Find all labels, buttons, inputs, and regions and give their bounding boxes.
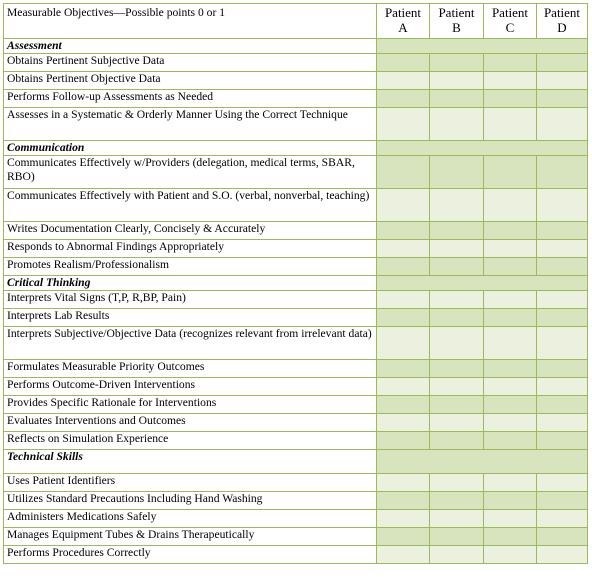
objective-label: Utilizes Standard Precautions Including Hand Washing	[4, 492, 377, 510]
objective-label: Obtains Pertinent Objective Data	[4, 72, 377, 90]
objective-row	[4, 378, 588, 396]
objective-row	[4, 108, 588, 141]
score-cell-patient-c[interactable]	[484, 222, 537, 240]
score-cell-patient-d[interactable]	[537, 378, 588, 396]
objective-row	[4, 528, 588, 546]
objective-label: Performs Procedures Correctly	[4, 546, 377, 564]
score-cell-patient-c[interactable]	[484, 510, 537, 528]
score-cell-patient-b[interactable]	[430, 72, 484, 90]
score-cell-patient-b[interactable]	[430, 156, 484, 189]
score-cell-patient-c[interactable]	[484, 54, 537, 72]
section-score-band	[377, 450, 588, 474]
score-cell-patient-c[interactable]	[484, 72, 537, 90]
patient-a-column-header: Patient A	[377, 4, 430, 39]
objective-row	[4, 240, 588, 258]
score-cell-patient-c[interactable]	[484, 432, 537, 450]
objective-label: Provides Specific Rationale for Interventions	[4, 396, 377, 414]
score-cell-patient-b[interactable]	[430, 240, 484, 258]
score-cell-patient-d[interactable]	[537, 222, 588, 240]
score-cell-patient-b[interactable]	[430, 222, 484, 240]
score-cell-patient-a[interactable]	[377, 156, 430, 189]
section-row	[4, 141, 588, 156]
score-cell-patient-c[interactable]	[484, 309, 537, 327]
objective-row	[4, 54, 588, 72]
score-cell-patient-a[interactable]	[377, 222, 430, 240]
score-cell-patient-c[interactable]	[484, 414, 537, 432]
patient-c-column-header: Patient C	[484, 4, 537, 39]
score-cell-patient-d[interactable]	[537, 54, 588, 72]
score-cell-patient-d[interactable]	[537, 90, 588, 108]
objective-row	[4, 414, 588, 432]
score-cell-patient-c[interactable]	[484, 360, 537, 378]
patient-b-column-header: Patient B	[430, 4, 484, 39]
objective-row	[4, 72, 588, 90]
objective-row	[4, 156, 588, 189]
patient-d-column-header: Patient D	[537, 4, 588, 39]
objective-row	[4, 546, 588, 564]
objective-row	[4, 360, 588, 378]
score-cell-patient-a[interactable]	[377, 360, 430, 378]
score-cell-patient-c[interactable]	[484, 156, 537, 189]
score-cell-patient-d[interactable]	[537, 309, 588, 327]
section-label: Communication	[4, 141, 377, 156]
score-cell-patient-d[interactable]	[537, 432, 588, 450]
section-score-band	[377, 141, 588, 156]
score-cell-patient-d[interactable]	[537, 510, 588, 528]
objective-row	[4, 492, 588, 510]
score-cell-patient-c[interactable]	[484, 327, 537, 360]
score-cell-patient-a[interactable]	[377, 309, 430, 327]
score-cell-patient-b[interactable]	[430, 54, 484, 72]
score-cell-patient-c[interactable]	[484, 546, 537, 564]
score-cell-patient-b[interactable]	[430, 474, 484, 492]
objective-label: Interprets Subjective/Objective Data (recognizes relevant from irrelevant data)	[4, 327, 377, 360]
objective-row	[4, 222, 588, 240]
objective-row	[4, 474, 588, 492]
score-cell-patient-a[interactable]	[377, 414, 430, 432]
score-cell-patient-b[interactable]	[430, 309, 484, 327]
objective-label: Communicates Effectively w/Providers (delegation, medical terms, SBAR, RBO)	[4, 156, 377, 189]
score-cell-patient-a[interactable]	[377, 528, 430, 546]
objective-label: Communicates Effectively with Patient and S.O. (verbal, nonverbal, teaching)	[4, 189, 377, 222]
objective-label: Uses Patient Identifiers	[4, 474, 377, 492]
header-row	[4, 4, 588, 39]
objectives-column-header: Measurable Objectives—Possible points 0 or 1	[4, 4, 377, 39]
score-cell-patient-b[interactable]	[430, 327, 484, 360]
score-cell-patient-d[interactable]	[537, 72, 588, 90]
score-cell-patient-a[interactable]	[377, 396, 430, 414]
score-cell-patient-d[interactable]	[537, 291, 588, 309]
objective-row	[4, 189, 588, 222]
score-cell-patient-b[interactable]	[430, 258, 484, 276]
score-cell-patient-c[interactable]	[484, 258, 537, 276]
objective-label: Promotes Realism/Professionalism	[4, 258, 377, 276]
score-cell-patient-d[interactable]	[537, 327, 588, 360]
score-cell-patient-b[interactable]	[430, 546, 484, 564]
score-cell-patient-c[interactable]	[484, 189, 537, 222]
score-cell-patient-c[interactable]	[484, 90, 537, 108]
score-cell-patient-b[interactable]	[430, 510, 484, 528]
section-score-band	[377, 39, 588, 54]
score-cell-patient-d[interactable]	[537, 360, 588, 378]
score-cell-patient-d[interactable]	[537, 189, 588, 222]
objective-label: Interprets Vital Signs (T,P, R,BP, Pain)	[4, 291, 377, 309]
section-row	[4, 39, 588, 54]
score-cell-patient-a[interactable]	[377, 327, 430, 360]
score-cell-patient-b[interactable]	[430, 360, 484, 378]
section-row	[4, 450, 588, 474]
objective-row	[4, 258, 588, 276]
score-cell-patient-b[interactable]	[430, 90, 484, 108]
objective-row	[4, 90, 588, 108]
score-cell-patient-b[interactable]	[430, 189, 484, 222]
objective-label: Manages Equipment Tubes & Drains Therapeutically	[4, 528, 377, 546]
score-cell-patient-d[interactable]	[537, 396, 588, 414]
score-cell-patient-d[interactable]	[537, 474, 588, 492]
objective-row	[4, 309, 588, 327]
score-cell-patient-d[interactable]	[537, 492, 588, 510]
objective-label: Performs Follow-up Assessments as Needed	[4, 90, 377, 108]
score-cell-patient-d[interactable]	[537, 258, 588, 276]
score-cell-patient-d[interactable]	[537, 108, 588, 141]
rubric-body	[4, 39, 588, 564]
objective-label: Writes Documentation Clearly, Concisely & Accurately	[4, 222, 377, 240]
section-label: Assessment	[4, 39, 377, 54]
score-cell-patient-a[interactable]	[377, 474, 430, 492]
score-cell-patient-c[interactable]	[484, 378, 537, 396]
objective-label: Evaluates Interventions and Outcomes	[4, 414, 377, 432]
objective-label: Reflects on Simulation Experience	[4, 432, 377, 450]
score-cell-patient-a[interactable]	[377, 510, 430, 528]
score-cell-patient-d[interactable]	[537, 240, 588, 258]
score-cell-patient-a[interactable]	[377, 240, 430, 258]
score-cell-patient-a[interactable]	[377, 492, 430, 510]
score-cell-patient-a[interactable]	[377, 54, 430, 72]
objective-label: Obtains Pertinent Subjective Data	[4, 54, 377, 72]
score-cell-patient-a[interactable]	[377, 546, 430, 564]
score-cell-patient-c[interactable]	[484, 291, 537, 309]
score-cell-patient-b[interactable]	[430, 492, 484, 510]
score-cell-patient-a[interactable]	[377, 90, 430, 108]
score-cell-patient-a[interactable]	[377, 291, 430, 309]
score-cell-patient-a[interactable]	[377, 432, 430, 450]
objective-label: Responds to Abnormal Findings Appropriately	[4, 240, 377, 258]
score-cell-patient-b[interactable]	[430, 291, 484, 309]
evaluation-rubric-table	[3, 3, 588, 564]
objective-label: Administers Medications Safely	[4, 510, 377, 528]
score-cell-patient-b[interactable]	[430, 396, 484, 414]
objective-row	[4, 327, 588, 360]
score-cell-patient-b[interactable]	[430, 414, 484, 432]
score-cell-patient-a[interactable]	[377, 72, 430, 90]
score-cell-patient-a[interactable]	[377, 189, 430, 222]
objective-label: Assesses in a Systematic & Orderly Manner Using the Correct Technique	[4, 108, 377, 141]
score-cell-patient-a[interactable]	[377, 378, 430, 396]
score-cell-patient-d[interactable]	[537, 414, 588, 432]
section-row	[4, 276, 588, 291]
score-cell-patient-c[interactable]	[484, 528, 537, 546]
score-cell-patient-c[interactable]	[484, 474, 537, 492]
score-cell-patient-d[interactable]	[537, 546, 588, 564]
score-cell-patient-d[interactable]	[537, 528, 588, 546]
score-cell-patient-c[interactable]	[484, 396, 537, 414]
score-cell-patient-c[interactable]	[484, 240, 537, 258]
score-cell-patient-b[interactable]	[430, 378, 484, 396]
score-cell-patient-c[interactable]	[484, 108, 537, 141]
score-cell-patient-b[interactable]	[430, 108, 484, 141]
section-label: Technical Skills	[4, 450, 377, 474]
objective-label: Performs Outcome-Driven Interventions	[4, 378, 377, 396]
objective-row	[4, 510, 588, 528]
score-cell-patient-b[interactable]	[430, 432, 484, 450]
objective-label: Interprets Lab Results	[4, 309, 377, 327]
score-cell-patient-b[interactable]	[430, 528, 484, 546]
score-cell-patient-a[interactable]	[377, 108, 430, 141]
section-label: Critical Thinking	[4, 276, 377, 291]
objective-row	[4, 396, 588, 414]
score-cell-patient-c[interactable]	[484, 492, 537, 510]
score-cell-patient-a[interactable]	[377, 258, 430, 276]
section-score-band	[377, 276, 588, 291]
objective-row	[4, 432, 588, 450]
objective-label: Formulates Measurable Priority Outcomes	[4, 360, 377, 378]
score-cell-patient-d[interactable]	[537, 156, 588, 189]
objective-row	[4, 291, 588, 309]
